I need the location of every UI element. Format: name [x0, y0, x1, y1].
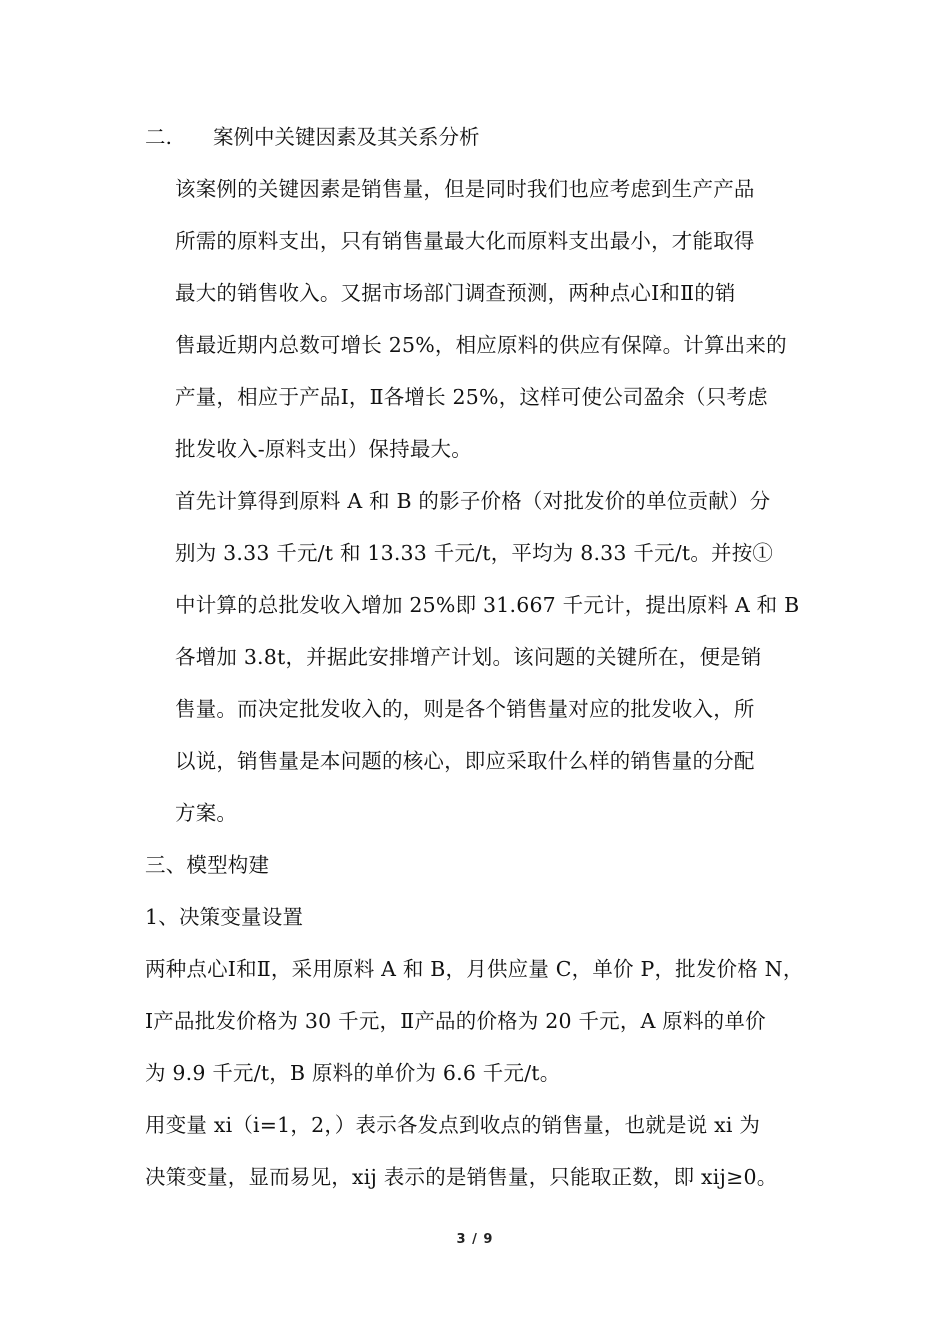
- paragraph-line: 各增加 3.8t，并据此安排增产计划。该问题的关键所在，便是销: [175, 645, 762, 669]
- paragraph-line: 方案。: [175, 801, 238, 825]
- paragraph-line: 最大的销售收入。又据市场部门调查预测，两种点心Ⅰ和Ⅱ的销: [175, 281, 736, 305]
- paragraph-line: 中计算的总批发收入增加 25%即 31.667 千元计，提出原料 A 和 B: [175, 593, 800, 617]
- paragraph-line: 批发收入-原料支出）保持最大。: [175, 437, 472, 461]
- paragraph-line: 售量。而决定批发收入的，则是各个销售量对应的批发收入，所: [175, 697, 755, 721]
- paragraph-line: 该案例的关键因素是销售量，但是同时我们也应考虑到生产产品: [175, 177, 755, 201]
- paragraph-line: 所需的原料支出，只有销售量最大化而原料支出最小，才能取得: [175, 229, 755, 253]
- paragraph-line: 售最近期内总数可增长 25%，相应原料的供应有保障。计算出来的: [175, 333, 787, 357]
- paragraph-line: 决策变量，显而易见，xij 表示的是销售量，只能取正数，即 xij≥0。: [145, 1165, 778, 1189]
- paragraph-line: 用变量 xi（i=1，2，）表示各发点到收点的销售量，也就是说 xi 为: [145, 1113, 761, 1137]
- subsection-heading-variables: 1、决策变量设置: [145, 905, 304, 929]
- paragraph-line: Ⅰ产品批发价格为 30 千元，Ⅱ产品的价格为 20 千元，A 原料的单价: [145, 1009, 766, 1033]
- paragraph-line: 产量，相应于产品Ⅰ，Ⅱ各增长 25%，这样可使公司盈余（只考虑: [175, 385, 768, 409]
- section-heading-model: 三、模型构建: [145, 853, 270, 877]
- page-number: 3 / 9: [456, 1232, 494, 1247]
- section-number: 二.: [145, 125, 173, 149]
- paragraph-line: 为 9.9 千元/t，B 原料的单价为 6.6 千元/t。: [145, 1061, 561, 1085]
- section-title: 案例中关键因素及其关系分析: [213, 125, 480, 149]
- paragraph-line: 首先计算得到原料 A 和 B 的影子价格（对批发价的单位贡献）分: [175, 489, 771, 513]
- paragraph-line: 以说，销售量是本问题的核心，即应采取什么样的销售量的分配: [175, 749, 755, 773]
- paragraph-line: 别为 3.33 千元/t 和 13.33 千元/t，平均为 8.33 千元/t。并按①: [175, 541, 774, 565]
- paragraph-line: 两种点心Ⅰ和Ⅱ，采用原料 A 和 B，月供应量 C，单价 P，批发价格 N，: [145, 957, 804, 981]
